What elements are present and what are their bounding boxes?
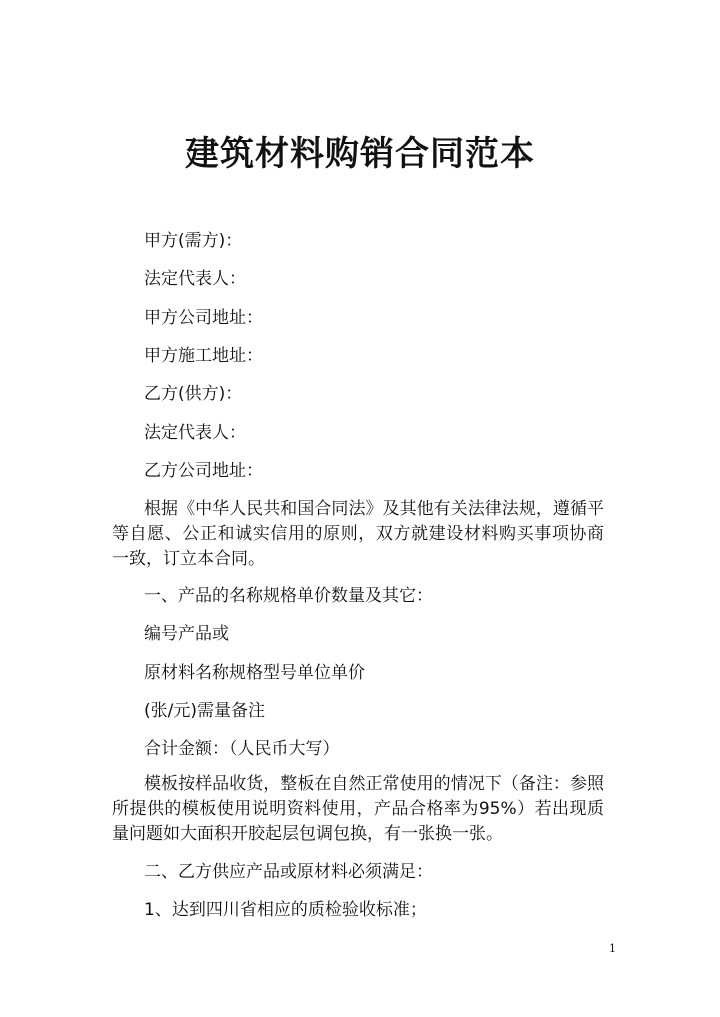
section-2-item-1: 1、达到四川省相应的质检验收标准； [144,900,427,920]
legal-rep-b-label: 法定代表人： [144,423,246,443]
party-a-label: 甲方(需方)： [144,231,243,251]
section-1-heading: 一、产品的名称规格单价数量及其它： [144,586,433,606]
party-a-site-address-label: 甲方施工地址： [144,346,263,366]
page-number: 1 [609,942,616,955]
party-b-address-label: 乙方公司地址： [144,461,263,481]
total-amount-line: 合计金额：（人民币大写） [144,739,340,759]
party-a-address-label: 甲方公司地址： [144,308,263,328]
party-b-label: 乙方(供方)： [144,384,243,404]
legal-rep-a-label: 法定代表人： [144,269,246,289]
table-header-line-1: 编号产品或 [144,624,229,644]
quality-clause-paragraph: 模板按样品收货，整板在自然正常使用的情况下（备注：参照所提供的模板使用说明资料使用，产品合格率为95%）若出现质量问题如大面积开胶起层包调包换，有一张换一张。 [112,774,604,844]
preamble-paragraph: 根据《中华人民共和国合同法》及其他有关法律法规，遵循平等自愿、公正和诚实信用的原则，双方就建设材料购买事项协商一致，订立本合同。 [112,499,604,569]
table-header-line-2: 原材料名称规格型号单位单价 [144,663,365,683]
table-header-line-3: (张/元)需量备注 [144,701,265,721]
document-title: 建筑材料购销合同范本 [185,134,535,174]
section-2-heading: 二、乙方供应产品或原材料必须满足： [144,862,433,882]
